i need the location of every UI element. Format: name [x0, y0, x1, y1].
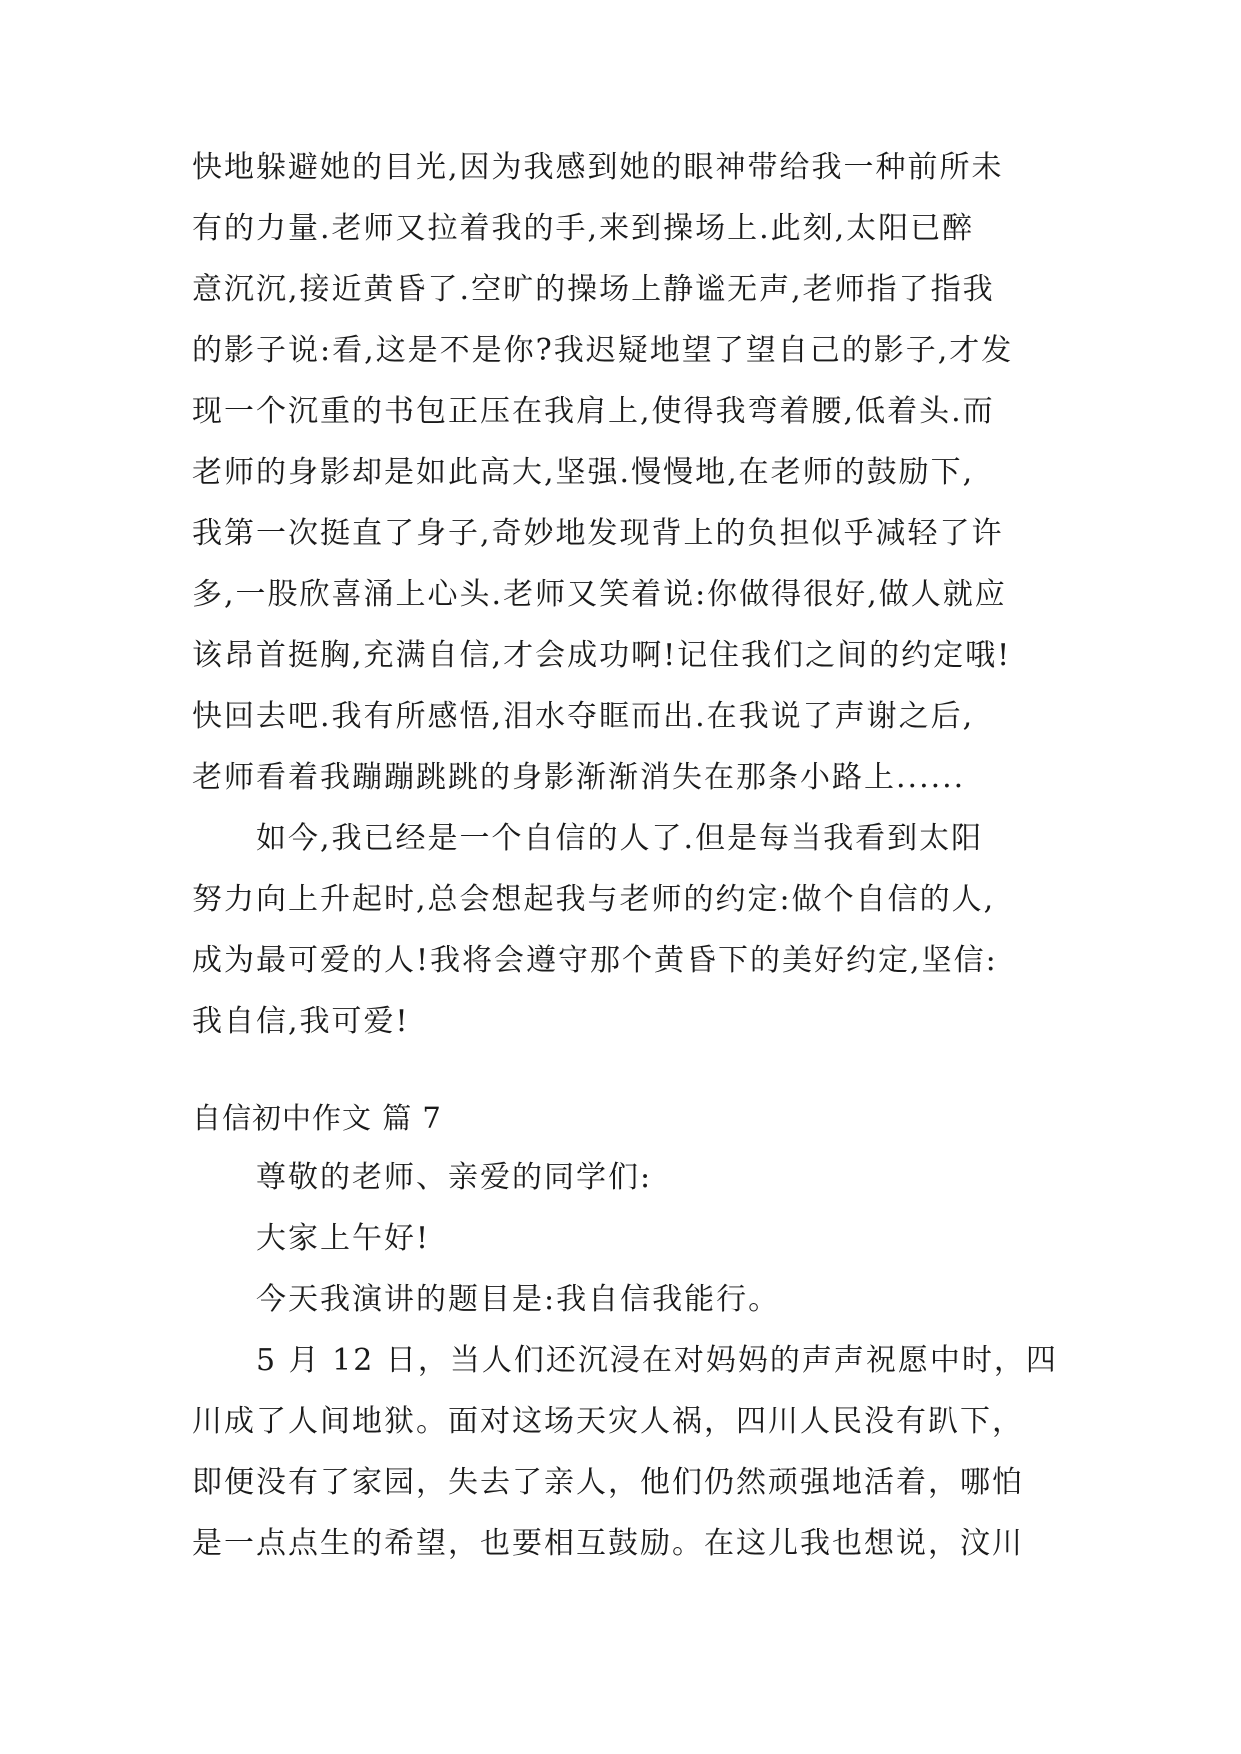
paragraph-line: 有的力量.老师又拉着我的手,来到操场上.此刻,太阳已醉	[192, 211, 975, 246]
paragraph-line: 即便没有了家园，失去了亲人，他们仍然顽强地活着，哪怕	[192, 1465, 1024, 1500]
paragraph-line: 快地躲避她的目光,因为我感到她的眼神带给我一种前所未	[192, 150, 1004, 185]
paragraph-line: 多,一股欣喜涌上心头.老师又笑着说:你做得很好,做人就应	[192, 577, 1007, 612]
speech-hello: 大家上午好!	[256, 1221, 431, 1256]
paragraph-line: 快回去吧.我有所感悟,泪水夺眶而出.在我说了声谢之后,	[192, 699, 975, 734]
paragraph-line: 意沉沉,接近黄昏了.空旷的操场上静谧无声,老师指了指我	[192, 272, 995, 307]
paragraph-line: 努力向上升起时,总会想起我与老师的约定:做个自信的人,	[192, 882, 996, 917]
paragraph-line: 老师的身影却是如此高大,坚强.慢慢地,在老师的鼓励下,	[192, 455, 975, 490]
speech-greeting: 尊敬的老师、亲爱的同学们:	[256, 1160, 653, 1195]
paragraph-line: 川成了人间地狱。面对这场天灾人祸，四川人民没有趴下，	[192, 1404, 1024, 1439]
paragraph-line: 成为最可爱的人!我将会遵守那个黄昏下的美好约定,坚信:	[192, 943, 998, 978]
speech-topic: 今天我演讲的题目是:我自信我能行。	[256, 1282, 781, 1317]
paragraph-line: 我第一次挺直了身子,奇妙地发现背上的负担似乎减轻了许	[192, 516, 1004, 551]
paragraph-line: 现一个沉重的书包正压在我肩上,使得我弯着腰,低着头.而	[192, 394, 995, 429]
paragraph-line: 的影子说:看,这是不是你?我迟疑地望了望自己的影子,才发	[192, 333, 1014, 368]
section-heading: 自信初中作文 篇 7	[192, 1101, 442, 1135]
paragraph-line: 如今,我已经是一个自信的人了.但是每当我看到太阳	[256, 821, 984, 856]
paragraph-line: 我自信,我可爱!	[192, 1004, 410, 1039]
paragraph-line: 老师看着我蹦蹦跳跳的身影渐渐消失在那条小路上......	[192, 760, 966, 795]
paragraph-line: 该昂首挺胸,充满自信,才会成功啊!记住我们之间的约定哦!	[192, 638, 1012, 673]
paragraph-line: 5 月 12 日，当人们还沉浸在对妈妈的声声祝愿中时，四	[256, 1343, 1058, 1378]
paragraph-line: 是一点点生的希望，也要相互鼓励。在这儿我也想说，汶川	[192, 1526, 1024, 1561]
